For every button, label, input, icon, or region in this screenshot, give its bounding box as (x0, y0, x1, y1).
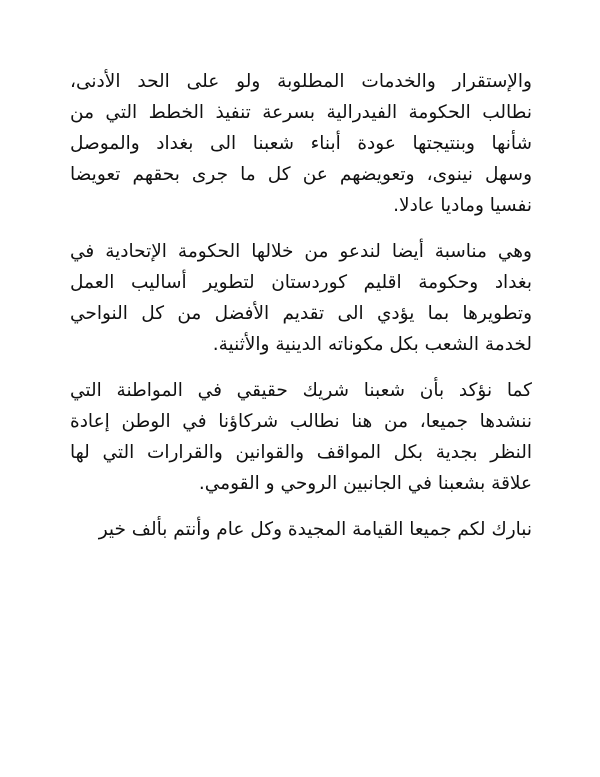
paragraph-line: شأنها وبنتيجتها عودة أبناء شعبنا الى بغداد والموصل (70, 133, 532, 154)
paragraph-line: نبارك لكم جميعا القيامة المجيدة وكل عام وأنتم بألف خير (98, 519, 532, 540)
paragraph-line: نطالب الحكومة الفيدرالية بسرعة تنفيذ الخطط التي من (70, 102, 532, 123)
document-body (70, 66, 532, 560)
paragraph-1 (70, 66, 532, 221)
paragraph-line: ننشدها جميعا، من هنا نطالب شركاؤنا في الوطن إعادة (70, 411, 532, 432)
paragraph-2 (70, 236, 532, 360)
paragraph-4 (70, 514, 532, 545)
paragraph-line: النظر بجدية بكل المواقف والقوانين والقرارات التي لها (70, 442, 532, 463)
paragraph-line: وتطويرها بما يؤدي الى تقديم الأفضل من كل النواحي (70, 303, 532, 324)
paragraph-line: وهي مناسبة أيضا لندعو من خلالها الحكومة الإتحادية في (70, 241, 532, 262)
paragraph-line: والإستقرار والخدمات المطلوبة ولو على الحد الأدنى، (70, 71, 532, 92)
paragraph-line: بغداد وحكومة اقليم كوردستان لتطوير أساليب العمل (70, 272, 532, 293)
paragraph-line: لخدمة الشعب بكل مكوناته الدينية والأثنية. (212, 334, 532, 355)
paragraph-line: وسهل نينوى، وتعويضهم عن كل ما جرى بحقهم تعويضا (70, 164, 532, 185)
paragraph-line: نفسيا وماديا عادلا. (393, 195, 532, 216)
paragraph-line: كما نؤكد بأن شعبنا شريك حقيقي في المواطنة التي (70, 380, 532, 401)
paragraph-line: علاقة بشعبنا في الجانبين الروحي و القومي. (198, 473, 532, 494)
paragraph-3 (70, 375, 532, 499)
